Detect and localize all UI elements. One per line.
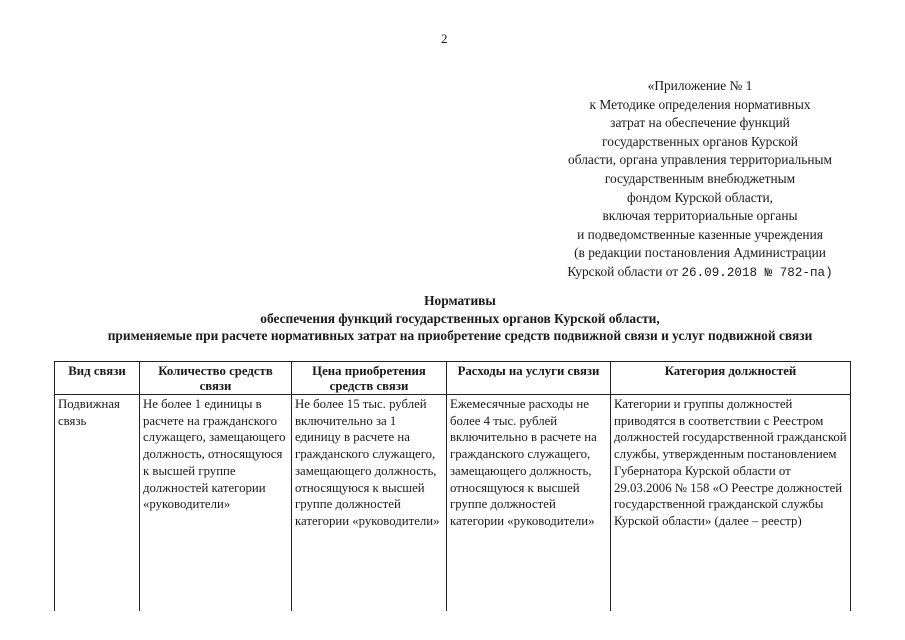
appendix-line: области, органа управления территориальным [568,152,832,168]
header-position-category: Категория должностей [611,362,851,395]
header-device-quantity: Количество средств связи [140,362,292,395]
heading-title: Нормативы [424,293,496,308]
appendix-line: фондом Курской области, [626,189,773,205]
appendix-line: «Приложение № 1 [647,78,753,93]
page-number: 2 [441,31,448,46]
header-service-costs: Расходы на услуги связи [447,362,611,395]
heading-description: применяемые при расчете нормативных затрат на приобретение средств подвижной связи и услуг подвижной связи [107,328,813,343]
appendix-block [540,77,860,283]
document-heading [40,292,880,345]
heading-subtitle: обеспечения функций государственных органов Курской области, [260,310,660,326]
cell-communication-type: Подвижная связь [55,395,140,612]
amendment-date-number: 26.09.2018 № 782-па) [681,265,833,280]
norms-table [54,361,851,611]
header-communication-type: Вид связи [55,362,140,395]
appendix-line: государственных органов Курской [602,133,798,149]
appendix-line: и подведомственные казенные учреждения [577,226,823,242]
appendix-last-line [540,263,860,283]
appendix-line: включая территориальные органы [602,208,798,224]
table-row [55,395,851,612]
cell-device-quantity: Не более 1 единицы в расчете на гражданского служащего, замещающего должность, относящуюся к высшей группе должностей категории «руководители» [140,395,292,612]
appendix-line: к Методике определения нормативных [589,96,811,112]
cell-position-category: Категории и группы должностей приводятся в соответствии с Реестром должностей государственной гражданской службы, утвержденным постановлением Губернатора Курской области от 29.03.2006 № 158 «О Реестре должностей государственной гражданской службы Курской области» (далее – реестр) [611,395,851,612]
table-header-row [55,362,851,395]
cell-service-costs: Ежемесячные расходы не более 4 тыс. рублей включительно в расчете на гражданского служащего, замещающего должность, относящуюся к высшей группе должностей категории «руководители» [447,395,611,612]
cell-device-price: Не более 15 тыс. рублей включительно за 1 единицу в расчете на гражданского служащего, замещающего должность, относящуюся к высшей группе должностей категории «руководители» [292,395,447,612]
appendix-line: (в редакции постановления Администрации [574,245,826,261]
appendix-line: государственным внебюджетным [604,170,796,186]
appendix-line: затрат на обеспечение функций [610,115,790,131]
appendix-last-line-text: Курской области от [567,263,682,279]
header-device-price: Цена приобретения средств связи [292,362,447,395]
